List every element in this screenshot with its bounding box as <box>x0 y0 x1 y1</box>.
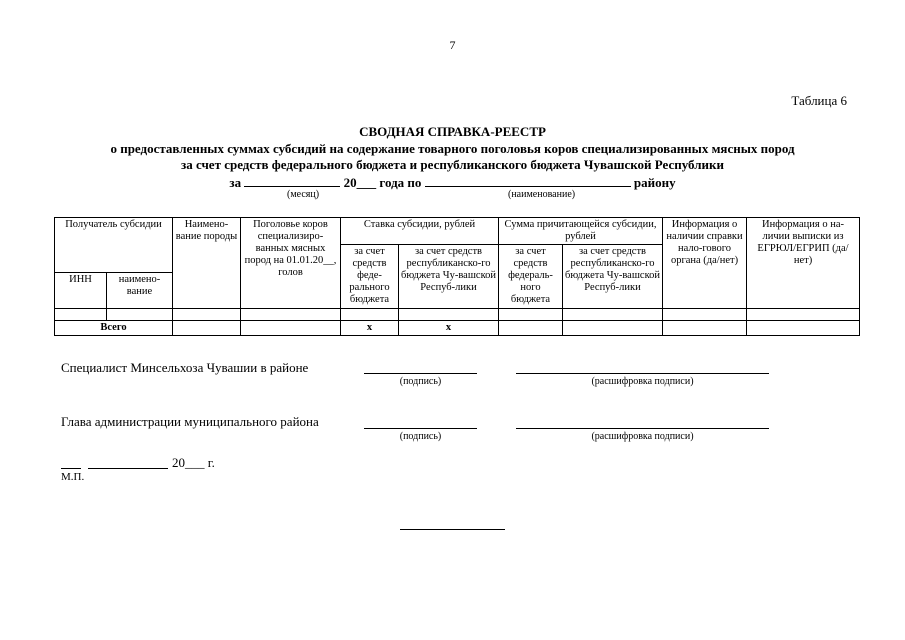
document-title: СВОДНАЯ СПРАВКА-РЕЕСТР <box>359 124 546 139</box>
registry-table <box>54 217 860 336</box>
specialist-title: Специалист Минсельхоза Чувашии в районе <box>61 360 309 375</box>
specialist-decode-line <box>516 373 769 374</box>
specialist-sign-line <box>364 373 477 374</box>
header-recipient: Получатель субсидии <box>55 218 173 245</box>
stamp-label: М.П. <box>61 471 85 483</box>
header-rate: Ставка субсидии, рублей <box>341 218 499 245</box>
table-number: Таблица 6 <box>791 93 847 108</box>
period-prefix: за <box>229 175 242 190</box>
total-rate-republic-x: х <box>399 321 499 336</box>
period-suffix: району <box>633 175 676 190</box>
document-subtitle-line-2: за счет средств федерального бюджета и республиканского бюджета Чувашской Республики <box>180 157 724 172</box>
specialist-sign-caption: (подпись) <box>399 376 442 387</box>
header-inn: ИНН <box>55 273 107 309</box>
header-rate-federal: за счет средств феде-рального бюджета <box>341 245 399 309</box>
date-month-blank <box>88 468 168 469</box>
header-amount: Сумма причитающейся субсидии, рублей <box>499 218 663 245</box>
date-year: 20___ г. <box>172 455 215 470</box>
total-rate-federal-x: х <box>341 321 399 336</box>
period-year: 20___ года по <box>343 175 422 190</box>
head-decode-line <box>516 428 769 429</box>
table-row <box>55 309 860 321</box>
header-egrul: Информация о на-личии выписки из ЕГРЮЛ/ЕГРИП (да/нет) <box>747 218 860 309</box>
head-title: Глава администрации муниципального района <box>61 414 319 429</box>
recipient-spacer <box>55 245 173 273</box>
specialist-decode-caption: (расшифровка подписи) <box>591 376 694 387</box>
date-day-blank <box>61 468 81 469</box>
header-breed: Наимено-вание породы <box>173 218 241 309</box>
head-decode-caption: (расшифровка подписи) <box>591 431 694 442</box>
head-sign-caption: (подпись) <box>399 431 442 442</box>
month-caption: (месяц) <box>287 189 320 200</box>
district-blank <box>425 174 631 187</box>
header-rate-republic: за счет средств республиканско-го бюджета Чу-вашской Респуб-лики <box>399 245 499 309</box>
header-recipient-name: наимено-вание <box>107 273 173 309</box>
header-livestock: Поголовье коров специализиро-ванных мясных пород на 01.01.20__, голов <box>241 218 341 309</box>
header-tax-certificate: Информация о наличии справки нало-гового органа (да/нет) <box>663 218 747 309</box>
total-label: Всего <box>55 321 173 336</box>
head-sign-line <box>364 428 477 429</box>
document-subtitle-line-1: о предоставленных суммах субсидий на содержание товарного поголовья коров специализированных мясных пород <box>110 141 795 156</box>
total-row <box>55 321 860 336</box>
period-line <box>0 174 905 191</box>
name-caption: (наименование) <box>508 189 576 200</box>
page-number: 7 <box>449 38 456 52</box>
footnote-line <box>400 529 505 530</box>
month-blank <box>244 174 340 187</box>
header-amount-republic: за счет средств республиканско-го бюджета Чу-вашской Респуб-лики <box>563 245 663 309</box>
header-amount-federal: за счет средств федераль-ного бюджета <box>499 245 563 309</box>
